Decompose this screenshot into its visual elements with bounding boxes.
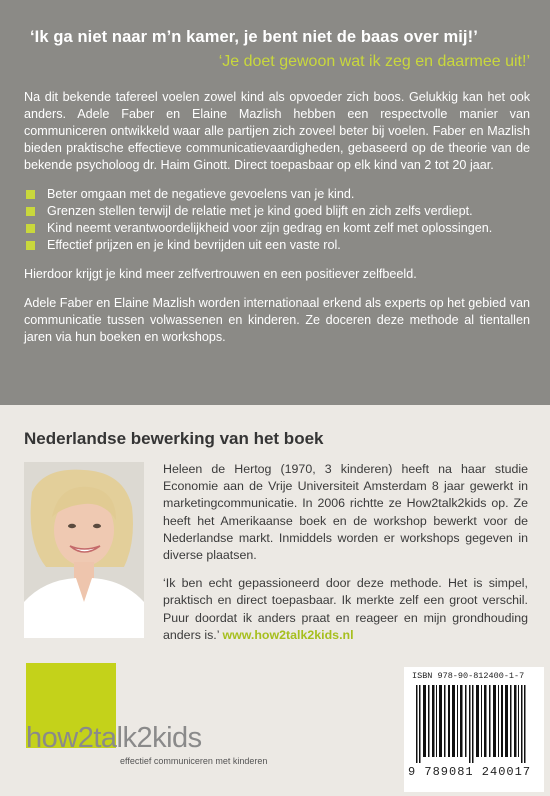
list-item: Beter omgaan met de negatieve gevoelens van je kind. [24, 186, 530, 203]
authors-paragraph: Adele Faber en Elaine Mazlish worden internationaal erkend als experts op het gebied van communicatie tussen volwassenen en kinderen. Ze doceren deze methode al tientallen jaren via hun boeken en workshops. [24, 296, 530, 344]
brand-tagline: effectief communiceren met kinderen [120, 756, 268, 766]
list-item: Grenzen stellen terwijl de relatie met je kind goed blijft en zich zelfs verdiept. [24, 203, 530, 220]
quote-child: ‘Ik ga niet naar m’n kamer, je bent niet de baas over mij!’ [30, 28, 478, 46]
intro-paragraph: Na dit bekende tafereel voelen zowel kind als opvoeder zich boos. Gelukkig kan het ook anders. Adele Faber en Elaine Mazlish hebben een respectvolle manier van communiceren ontwikkeld waar alle partijen zich zoveel beter bij voelen. Faber en Mazlish bieden praktische effectieve communicatievaardigheden, gebaseerd op de theorie van de bekende psycholoog dr. Haim Ginott. Direct toepasbaar op elk kind van 2 tot 20 jaar. [24, 90, 530, 172]
portrait-image [24, 462, 144, 638]
result-paragraph: Hierdoor krijgt je kind meer zelfvertrouwen en een positiever zelfbeeld. [24, 267, 417, 281]
barcode-icon [410, 685, 538, 763]
author-photo [24, 462, 144, 638]
editor-bio [163, 461, 528, 655]
list-item: Effectief prijzen en je kind bevrijden uit een vaste rol. [24, 237, 530, 254]
isbn-label: ISBN 978-90-812400-1-7 [412, 671, 525, 681]
bio-paragraph: Heleen de Hertog (1970, 3 kinderen) heeft na haar studie Economie aan de Vrije Universiteit Amsterdam 8 jaar gewerkt in marketingcommunicatie. In 2006 richtte ze How2talk2kids op. Ze heeft het Amerikaanse boek en de workshop bewerkt voor de Nederlandse markt. Inmiddels worden er workshops gegeven in diverse plaatsen. [163, 462, 528, 563]
section-heading: Nederlandse bewerking van het boek [24, 429, 324, 448]
bullet-square-icon [26, 190, 35, 199]
isbn-barcode-box [404, 667, 544, 792]
bullet-square-icon [26, 207, 35, 216]
bullet-square-icon [26, 224, 35, 233]
barcode-number: 9 789081 240017 [408, 765, 532, 779]
bullet-square-icon [26, 241, 35, 250]
bio-quote: ‘Ik ben echt gepassioneerd door deze methode. Het is simpel, praktisch en direct toepasbaar. Ik merkte zelf een groot verschil. Puur doordat ik anders praat en reageer en mijn grondhouding anders is.’ www.how2talk2kids.nl [163, 576, 528, 642]
quote-parent: ‘Je doet gewoon wat ik zeg en daarmee uit!’ [218, 53, 530, 70]
bottom-section [0, 405, 550, 796]
website-link[interactable]: www.how2talk2kids.nl [222, 627, 354, 642]
list-item: Kind neemt verantwoordelijkheid voor zijn gedrag en komt zelf met oplossingen. [24, 220, 530, 237]
brand-logo: how2talk2kids [26, 722, 202, 754]
benefit-list [24, 186, 530, 254]
